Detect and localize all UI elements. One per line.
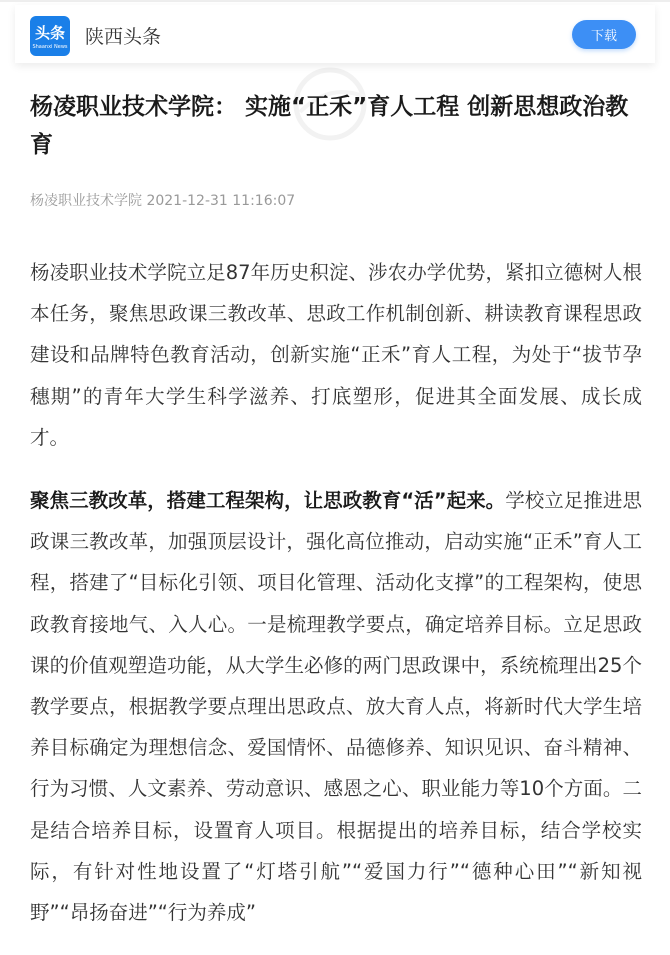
article-body xyxy=(30,252,642,933)
article-meta xyxy=(30,192,642,210)
logo-subtext: Shaanxi News xyxy=(32,44,68,50)
paragraph xyxy=(30,480,642,933)
logo-text: 头条 xyxy=(34,24,65,42)
article-datetime: 2021-12-31 11:16:07 xyxy=(146,193,296,209)
article-title: 杨凌职业技术学院： 实施“正禾”育人工程 创新思想政治教育 xyxy=(30,94,629,158)
app-header xyxy=(15,5,655,63)
brand-name: 陕西头条 xyxy=(85,26,162,48)
app-logo[interactable] xyxy=(30,16,70,56)
download-button[interactable]: 下载 xyxy=(572,20,636,49)
paragraph-text: 杨凌职业技术学院立足87年历史积淀、涉农办学优势，紧扣立德树人根本任务，聚焦思政课三教改革、思政工作机制创新、耕读教育课程思政建设和品牌特色教育活动，创新实施“正禾”育人工程，为处于“拔节孕穗期”的青年大学生科学滋养、打底塑形，促进其全面发展、成长成才。 xyxy=(30,261,642,449)
article-source: 杨凌职业技术学院 xyxy=(30,193,142,209)
paragraph xyxy=(30,252,642,458)
paragraph-lead: 聚焦三教改革，搭建工程架构，让思政教育“活”起来。 xyxy=(30,489,506,513)
paragraph-text: 学校立足推进思政课三教改革，加强顶层设计，强化高位推动，启动实施“正禾”育人工程，搭建了“目标化引领、项目化管理、活动化支撑”的工程架构，使思政教育接地气、入人心。一是梳理教学要点，确定培养目标。立足思政课的价值观塑造功能，从大学生必修的两门思政课中，系统梳理出25个教学要点，根据教学要点理出思政点、放大育人点，将新时代大学生培养目标确定为理想信念、爱国情怀、品德修养、知识见识、奋斗精神、行为习惯、人文素养、劳动意识、感恩之心、职业能力等10个方面。二是结合培养目标，设置育人项目。根据提出的培养目标，结合学校实际，有针对性地设置了“灯塔引航”“爱国力行”“德种心田”“新知视野”“昂扬奋进”“行为养成” xyxy=(30,489,642,925)
